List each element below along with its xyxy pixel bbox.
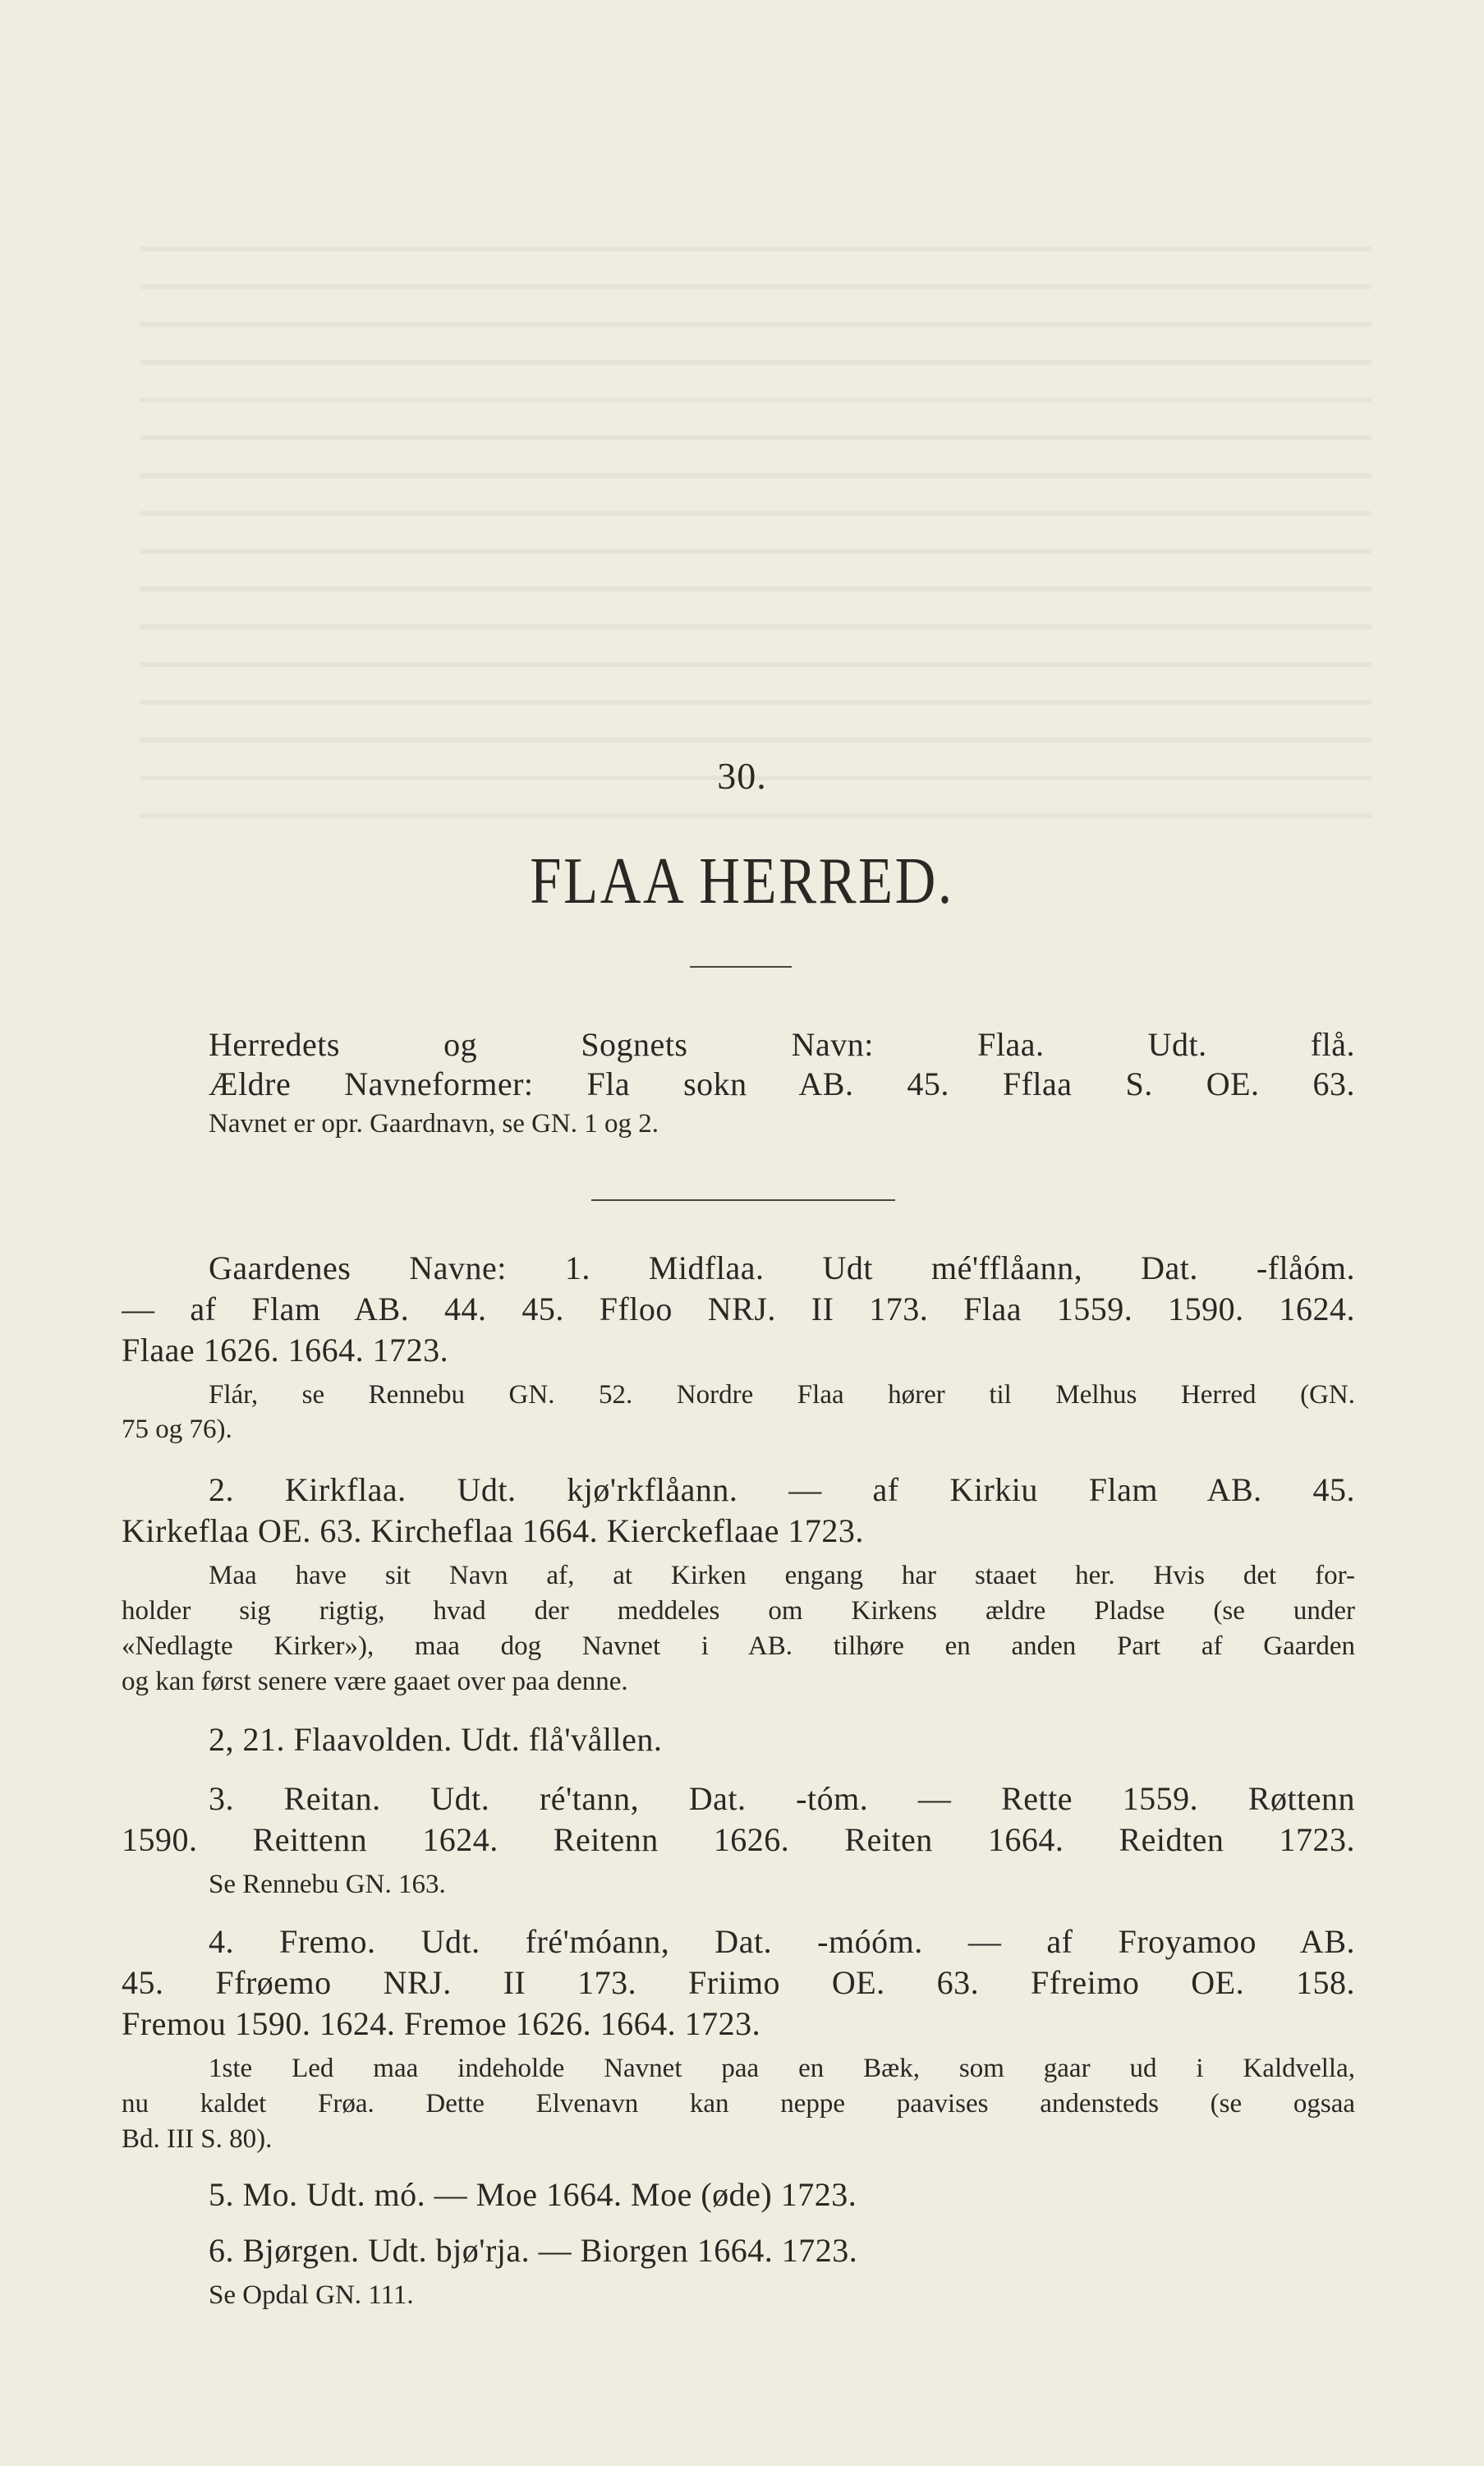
farm-2-note-3: «Nedlagte Kirker»), maa dog Navnet i AB. tilhøre en anden Part af Gaarden	[122, 1631, 1355, 1661]
chapter-title: FLAA HERRED.	[530, 845, 954, 918]
farm-2-note-4: og kan først senere være gaaet over paa denne.	[122, 1667, 628, 1696]
farm-2-note-2: holder sig rigtig, hvad der meddeles om Kirkens ældre Pladse (se under	[122, 1596, 1355, 1626]
chapter-number: 30.	[717, 755, 767, 797]
intro-line-older-forms: Ældre Navneformer: Fla sokn AB. 45. Fflaa S. OE. 63.	[209, 1065, 1355, 1102]
farm-2-note-1: Maa have sit Navn af, at Kirken engang har staaet her. Hvis det for-	[209, 1561, 1355, 1590]
farm-3-note-1: Se Rennebu GN. 163.	[209, 1870, 446, 1899]
farm-4-note-3: Bd. III S. 80).	[122, 2124, 273, 2154]
section-divider	[591, 1199, 895, 1201]
farm-4-line-1: 4. Fremo. Udt. fré'móann, Dat. -móóm. — af Froyamoo AB.	[209, 1923, 1355, 1960]
farm-6-line-1: 6. Bjørgen. Udt. bjø'rja. — Biorgen 1664. 1723.	[209, 2232, 858, 2269]
farm-4-line-2: 45. Ffrøemo NRJ. II 173. Friimo OE. 63. Ffreimo OE. 158.	[122, 1964, 1355, 2001]
farm-5-line-1: 5. Mo. Udt. mó. — Moe 1664. Moe (øde) 1723.	[209, 2176, 857, 2213]
farm-2-line-2: Kirkeflaa OE. 63. Kircheflaa 1664. Kierckeflaae 1723.	[122, 1512, 864, 1549]
farm-1-line-3: Flaae 1626. 1664. 1723.	[122, 1332, 449, 1369]
farm-4-note-2: nu kaldet Frøa. Dette Elvenavn kan neppe paavises andensteds (se ogsaa	[122, 2089, 1355, 2119]
farm-1-note-1: Flár, se Rennebu GN. 52. Nordre Flaa hører til Melhus Herred (GN.	[209, 1380, 1355, 1410]
farm-3-line-1: 3. Reitan. Udt. ré'tann, Dat. -tóm. — Rette 1559. Røttenn	[209, 1780, 1355, 1817]
farm-4-line-3: Fremou 1590. 1624. Fremoe 1626. 1664. 1723.	[122, 2005, 761, 2042]
title-divider	[690, 966, 792, 968]
farm-3-line-2: 1590. Reittenn 1624. Reitenn 1626. Reiten 1664. Reidten 1723.	[122, 1821, 1355, 1858]
farm-6-note-1: Se Opdal GN. 111.	[209, 2280, 414, 2310]
farm-1-line-2: — af Flam AB. 44. 45. Ffloo NRJ. II 173. Flaa 1559. 1590. 1624.	[122, 1291, 1355, 1327]
farm-1-line-1: Gaardenes Navne: 1. Midflaa. Udt mé'fflåann, Dat. -flåóm.	[209, 1249, 1355, 1286]
intro-line-parish-name: Herredets og Sognets Navn: Flaa. Udt. flå.	[209, 1026, 1355, 1063]
farm-1-note-2: 75 og 76).	[122, 1415, 232, 1444]
farm-2-line-1: 2. Kirkflaa. Udt. kjø'rkflåann. — af Kirkiu Flam AB. 45.	[209, 1471, 1355, 1508]
show-through-texture	[140, 246, 1371, 821]
farm-4-note-1: 1ste Led maa indeholde Navnet paa en Bæk, som gaar ud i Kaldvella,	[209, 2054, 1355, 2083]
farm-2-21-line-1: 2, 21. Flaavolden. Udt. flå'vållen.	[209, 1721, 663, 1758]
intro-line-origin: Navnet er opr. Gaardnavn, se GN. 1 og 2.	[209, 1109, 659, 1139]
